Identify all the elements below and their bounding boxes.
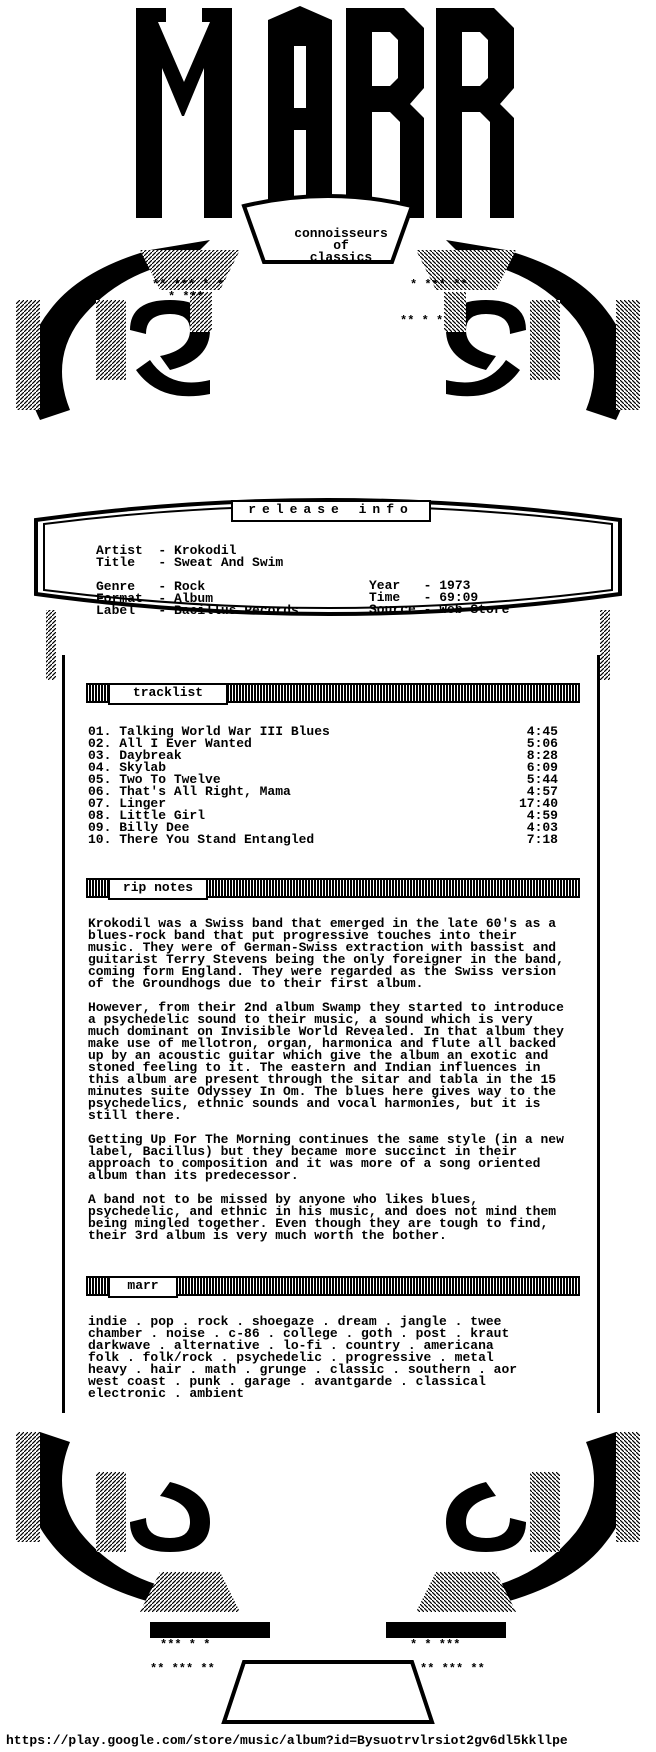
logo-tagline: connoisseurs of classics xyxy=(294,226,388,265)
bottom-right-ornament xyxy=(386,1432,640,1638)
track-row: 04. Skylab 6:09 xyxy=(88,760,558,775)
rip-notes-text xyxy=(88,918,580,1254)
genre-tags: indie . pop . rock . shoegaze . dream . jangle . twee chamber . noise . c-86 . college . goth . post . kraut darkwave . alternative . lo-fi . country . americana folk . folk/rock . psychedelic . progressive . metal heavy . hair . math . grunge . classic . southern . aor west coast . punk . garage . avantgarde . classical electronic . ambient xyxy=(88,1314,518,1401)
release-info-title: release info xyxy=(231,500,431,522)
tracklist-title: tracklist xyxy=(108,683,228,705)
tracklist xyxy=(88,726,558,846)
track-row: 06. That's All Right, Mama 4:57 xyxy=(88,784,558,799)
track-row: 02. All I Ever Wanted 5:06 xyxy=(88,736,558,751)
marr-title: marr xyxy=(108,1276,178,1298)
track-row: 10. There You Stand Entangled 7:18 xyxy=(88,832,558,847)
svg-text:** *** * *: ** *** * * xyxy=(152,278,225,292)
svg-text:** *** **: ** *** ** xyxy=(420,1662,485,1676)
bottom-ornament-art xyxy=(0,1412,656,1730)
svg-text:** * *: ** * * xyxy=(400,314,444,328)
rip-notes-paragraph: A band not to be missed by anyone who likes blues, psychedelic, and ethnic in his music, and does not mind them being mingled together. Even though they are tough to find, their 3rd album is very much worth the bother. xyxy=(88,1192,557,1243)
rip-notes-paragraph: Krokodil was a Swiss band that emerged in the late 60's as a blues-rock band that put progressive touches into their music. They were of German-Swiss extraction with bassist and guitarist Terry Stevens being the only foreigner in the band, coming form England. They were regarded as the Swiss version of the Groundhogs due to their first album. xyxy=(88,916,564,991)
bottom-center-frame xyxy=(224,1662,432,1722)
track-row: 07. Linger 17:40 xyxy=(88,796,558,811)
track-row: 05. Two To Twelve 5:44 xyxy=(88,772,558,787)
track-row: 09. Billy Dee 4:03 xyxy=(88,820,558,835)
rip-notes-title: rip notes xyxy=(108,878,208,900)
track-row: 08. Little Girl 4:59 xyxy=(88,808,558,823)
track-row: 03. Daybreak 8:28 xyxy=(88,748,558,763)
release-info-left: Artist - Krokodil Title - Sweat And Swim Genre - Rock Format - Album Label - Bacillus Records xyxy=(96,543,299,618)
track-row: 01. Talking World War III Blues 4:45 xyxy=(88,724,558,739)
svg-text:* ***: * *** xyxy=(168,290,205,304)
release-info-right: Year - 1973 Time - 69:09 Source - Web Store xyxy=(369,578,510,617)
svg-text:* * ***: * * *** xyxy=(410,1638,461,1652)
bottom-left-ornament xyxy=(16,1432,270,1638)
source-url[interactable]: https://play.google.com/store/music/album?id=Bysuotrvlrsiot2gv6dl5kkllpe xyxy=(6,1733,568,1748)
svg-text:*** * *: *** * * xyxy=(160,1638,211,1652)
svg-text:** *** **: ** *** ** xyxy=(150,1662,215,1676)
svg-text:* *** **: * *** ** xyxy=(410,278,468,292)
rip-notes-paragraph: Getting Up For The Morning continues the same style (in a new label, Bacillus) but they became more succinct in their approach to composition and it was more of a song oriented album than its predecessor. xyxy=(88,1132,564,1183)
rip-notes-paragraph: However, from their 2nd album Swamp they started to introduce a psychedelic sound to their music, a sound which is very much dominant on Invisible World Revealed. In that album they make use of mellotron, organ, harmonica and flute all backed up by an acoustic guitar which give the album an exotic and stoned feeling to it. The eastern and Indian influences in this album are present through the sitar and tabla in the 15 minutes suite Odyssey In Om. The blues here gives way to the psychedelics, ethnic sounds and vocal harmonies, but it is still there. xyxy=(88,1000,564,1123)
